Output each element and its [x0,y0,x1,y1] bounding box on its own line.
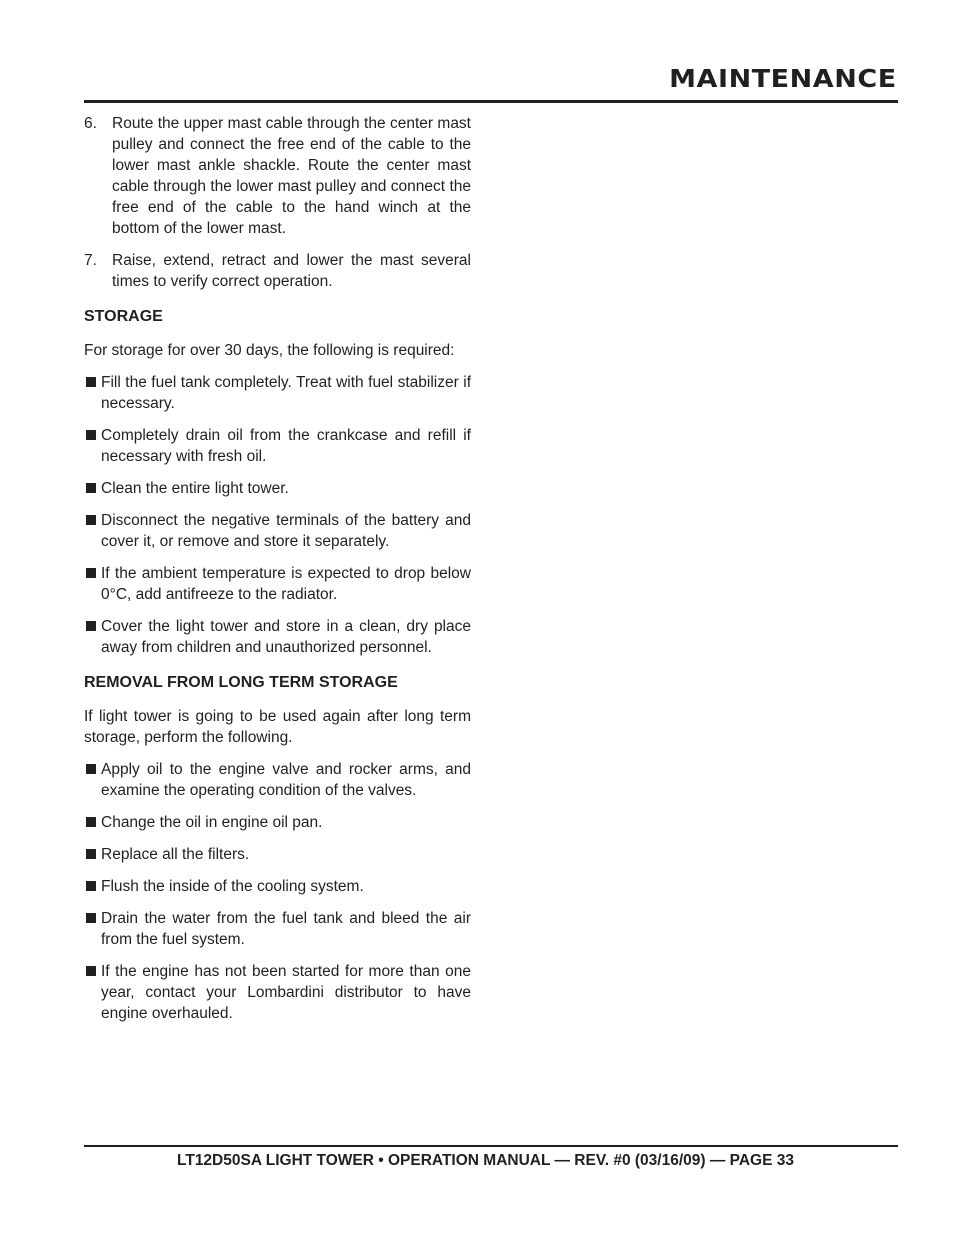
list-item-text: Fill the fuel tank completely. Treat with fuel stabilizer if necessary. [101,374,471,412]
list-item [84,616,471,658]
footer-divider [84,1145,898,1147]
list-item-text: Drain the water from the fuel tank and bleed the air from the fuel system. [101,910,471,948]
list-item [84,510,471,552]
square-bullet-icon [86,966,96,976]
square-bullet-icon [86,913,96,923]
step-text: Raise, extend, retract and lower the mast several times to verify correct operation. [112,252,471,290]
storage-heading: STORAGE [84,308,163,325]
page-footer: LT12D50SA LIGHT TOWER • OPERATION MANUAL — REV. #0 (03/16/09) — PAGE 33 [177,1152,794,1169]
list-item-text: If the ambient temperature is expected to drop below 0°C, add antifreeze to the radiator. [101,565,471,603]
square-bullet-icon [86,621,96,631]
procedure-steps [84,113,471,292]
list-item [84,961,471,1024]
square-bullet-icon [86,764,96,774]
list-item [84,876,471,897]
list-item [84,372,471,414]
removal-list [84,759,471,1024]
storage-intro: For storage for over 30 days, the following is required: [84,342,455,359]
storage-list [84,372,471,658]
list-item-text: If the engine has not been started for more than one year, contact your Lombardini distributor to have engine overhauled. [101,963,471,1022]
list-item-text: Disconnect the negative terminals of the battery and cover it, or remove and store it separately. [101,512,471,550]
step-number: 7. [84,252,97,269]
square-bullet-icon [86,483,96,493]
list-item-text: Cover the light tower and store in a clean, dry place away from children and unauthorized personnel. [101,618,471,656]
square-bullet-icon [86,881,96,891]
list-item [84,478,471,499]
square-bullet-icon [86,817,96,827]
list-item [84,425,471,467]
list-item [84,908,471,950]
header-divider [84,100,898,103]
list-item-text: Change the oil in engine oil pan. [101,814,323,831]
content-column [84,113,471,1035]
square-bullet-icon [86,377,96,387]
square-bullet-icon [86,849,96,859]
list-item-text: Completely drain oil from the crankcase and refill if necessary with fresh oil. [101,427,471,465]
step-number: 6. [84,115,97,132]
list-item-text: Flush the inside of the cooling system. [101,878,364,895]
list-item [84,563,471,605]
procedure-step [84,113,471,239]
removal-intro: If light tower is going to be used again after long term storage, perform the following. [84,708,471,746]
square-bullet-icon [86,430,96,440]
list-item [84,759,471,801]
list-item [84,844,471,865]
procedure-step [84,250,471,292]
removal-heading: REMOVAL FROM LONG TERM STORAGE [84,674,398,691]
list-item [84,812,471,833]
list-item-text: Replace all the filters. [101,846,250,863]
step-text: Route the upper mast cable through the center mast pulley and connect the free end of the cable to the lower mast ankle shackle. Route the center mast cable through the lower mast pulley and connect the free end of the cable to the hand winch at the bottom of the lower mast. [112,115,471,237]
square-bullet-icon [86,568,96,578]
square-bullet-icon [86,515,96,525]
list-item-text: Apply oil to the engine valve and rocker arms, and examine the operating condition of the valves. [101,761,471,799]
page-section-title: MAINTENANCE [669,64,897,93]
list-item-text: Clean the entire light tower. [101,480,289,497]
